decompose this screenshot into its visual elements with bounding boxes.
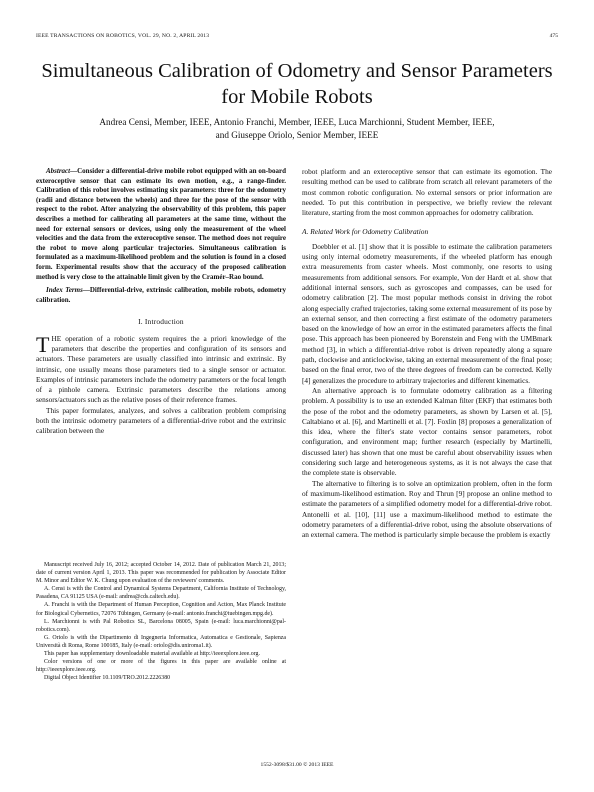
index-terms <box>36 286 286 305</box>
paper-title: Simultaneous Calibration of Odometry and Sensor Parameters for Mobile Robots <box>41 60 553 108</box>
page-number: 475 <box>549 33 558 39</box>
footnote-franchi: A. Franchi is with the Department of Human Perception, Cognition and Action, Max Planck Institute for Biological Cybernetics, 72076 Tübingen, Germany (e-mail: antonio.franchi@tuebingen.mpg.de). <box>36 602 286 617</box>
left-column <box>36 167 286 437</box>
related-work-paragraph-1: Doebbler et al. [1] show that it is possible to estimate the calibration parameters using only internal odometry measurements, if the wheeled platform has enough extra measurements from caster wheels. Most commonly, one resorts to using measurements from additional sensors. For example, Von der Hardt et al. show that additional internal sensors, such as gyroscopes and compasses, can be used for odometry calibration [2]. The most popular methods consist in driving the robot along especially crafted trajectories, taking some external measurement of its pose by an external sensor, and then correcting a first estimate of the odometry parameters based on the knowledge of how an error in the estimated parameters affects the final pose. This approach has been pioneered by Borenstein and Feng with the UMBmark method [3], in which a differential-drive robot is driven repeatedly along a square path, clockwise and anticlockwise, taking an external measurement of the final pose; based on the final error, two of the three degrees of freedom can be corrected. Kelly [4] generalizes the procedure to arbitrary trajectories and different kinematics. <box>302 241 552 385</box>
right-column <box>302 167 552 540</box>
footnote-marchionni: L. Marchionni is with Pal Robotics SL, Barcelona 08005, Spain (e-mail: luca.marchionni@pal-robotics.com). <box>36 618 286 633</box>
footnote-doi: Digital Object Identifier 10.1109/TRO.2012.2226380 <box>44 675 171 682</box>
subsection-heading-related-work: A. Related Work for Odometry Calibration <box>302 227 429 237</box>
drop-cap: T <box>36 331 50 357</box>
footnote-oriolo: G. Oriolo is with the Dipartimento di Ingegneria Informatica, Automatica e Gestionale, Sapienza Università di Roma, Rome 100185, Italy (e-mail: oriolo@dis.uniroma1.it). <box>36 634 286 649</box>
index-terms-lead: Index Terms <box>46 286 83 295</box>
footnote-supplementary: This paper has supplementary downloadable material available at http://ieeexplore.ieee.org. <box>44 651 260 658</box>
abstract-text: —Consider a differential-drive mobile robot equipped with an on-board exteroceptive sensor that can estimate its own motion, e.g., a range-finder. Calibration of this robot involves estimating six parameters: three for the odometry (radii and distance between the wheels) and three for the pose of the sensor with respect to the robot. After analyzing the observability of this problem, this paper describes a method for calibrating all parameters at the same time, without the need for external sensors or devices, using only the measurement of the wheel velocities and the data from the exteroceptive sensor. The method does not require the robot to move along particular trajectories. Simultaneous calibration is formulated as a maximum-likelihood problem and the solution is found in a closed form. Experimental results show that the accuracy of the proposed calibration method is very close to the attainable limit given by the Cramér–Rao bound. <box>36 167 286 281</box>
footnote-manuscript: Manuscript received July 16, 2012; accepted October 14, 2012. Date of publication March 21, 2013; date of current version April 1, 2013. This paper was recommended for publication by Associate Editor M. Minor and Editor W. K. Chung upon evaluation of the reviewers' comments. <box>36 562 286 585</box>
author-line-2: and Giuseppe Oriolo, Senior Member, IEEE <box>215 130 379 140</box>
abstract-lead: Abstract <box>46 167 71 175</box>
index-terms-text: —Differential-drive, extrinsic calibration, mobile robots, odometry calibration. <box>36 286 286 304</box>
footnotes <box>36 561 286 682</box>
author-list <box>60 116 534 142</box>
footnote-censi: A. Censi is with the Control and Dynamical Systems Department, California Institute of Technology, Pasadena, CA 91125 USA (e-mail: andrea@cds.caltech.edu). <box>36 586 286 601</box>
intro-paragraph-1-text: HE operation of a robotic system requires the a priori knowledge of the parameters that describe the properties and configuration of its sensors and actuators. These parameters are usually classified into intrinsic and extrinsic. By intrinsic, one usually means those parameters tied to a single sensor or actuator. Examples of intrinsic parameters include the odometry parameters or the focal length of a pinhole camera. Extrinsic parameters describe the relations among sensors/actuators such as the relative poses of their reference frames. <box>36 333 286 405</box>
author-line-1: Andrea Censi, Member, IEEE, Antonio Franchi, Member, IEEE, Luca Marchionni, Student Member, IEEE, <box>99 117 495 127</box>
right-paragraph-continued: robot platform and an exteroceptive sensor that can estimate its egomotion. The resulting method can be used to calibrate from scratch all relevant parameters of the most common robotic configuration. No external sensors or prior information are needed. To put this contribution in perspective, we briefly review the relevant literature, starting from the most common approaches for odometry calibration. <box>302 167 552 218</box>
related-work-paragraph-3: The alternative to filtering is to solve an optimization problem, often in the form of maximum-likelihood estimation. Roy and Thrun [9] propose an online method to estimate the parameters of a simplified odometry model for a differential-drive robot. Antonelli et al. [10], [11] use a maximum-likelihood method to estimate the odometry parameters of a differential-drive robot, using the absolute observations of an external camera. The method is particularly simple because the problem is exactly <box>302 478 552 540</box>
section-heading-introduction: I. Introduction <box>138 317 184 327</box>
intro-paragraph-2: This paper formulates, analyzes, and solves a calibration problem comprising both the intrinsic odometry parameters of a differential-drive robot and the extrinsic calibration between the <box>36 405 286 436</box>
copyright-footer: 1552-3098/$31.00 © 2013 IEEE <box>260 762 334 768</box>
running-header: IEEE TRANSACTIONS ON ROBOTICS, VOL. 29, NO. 2, APRIL 2013 <box>36 33 210 39</box>
abstract <box>36 167 286 282</box>
intro-paragraph-1 <box>36 331 286 406</box>
related-work-paragraph-2: An alternative approach is to formulate odometry calibration as a filtering problem. A possibility is to use an extended Kalman filter (EKF) that estimates both the pose of the robot and the odometry parameters, as shown by Larsen et al. [5], Caltabiano et al. [6], and Martinelli et al. [7]. Foxlin [8] proposes a generalization of this idea, where the filter's state vector contains sensor parameters, robot configuration, and environment map; further research (especially by Martinelli, discussed later) has shown that one must be careful about observability issues when considering such large and heterogeneous systems, as it is not always the case that the complete state is observable. <box>302 385 552 478</box>
footnote-color-versions: Color versions of one or more of the figures in this paper are available online at http://ieeexplore.ieee.org. <box>36 659 286 674</box>
